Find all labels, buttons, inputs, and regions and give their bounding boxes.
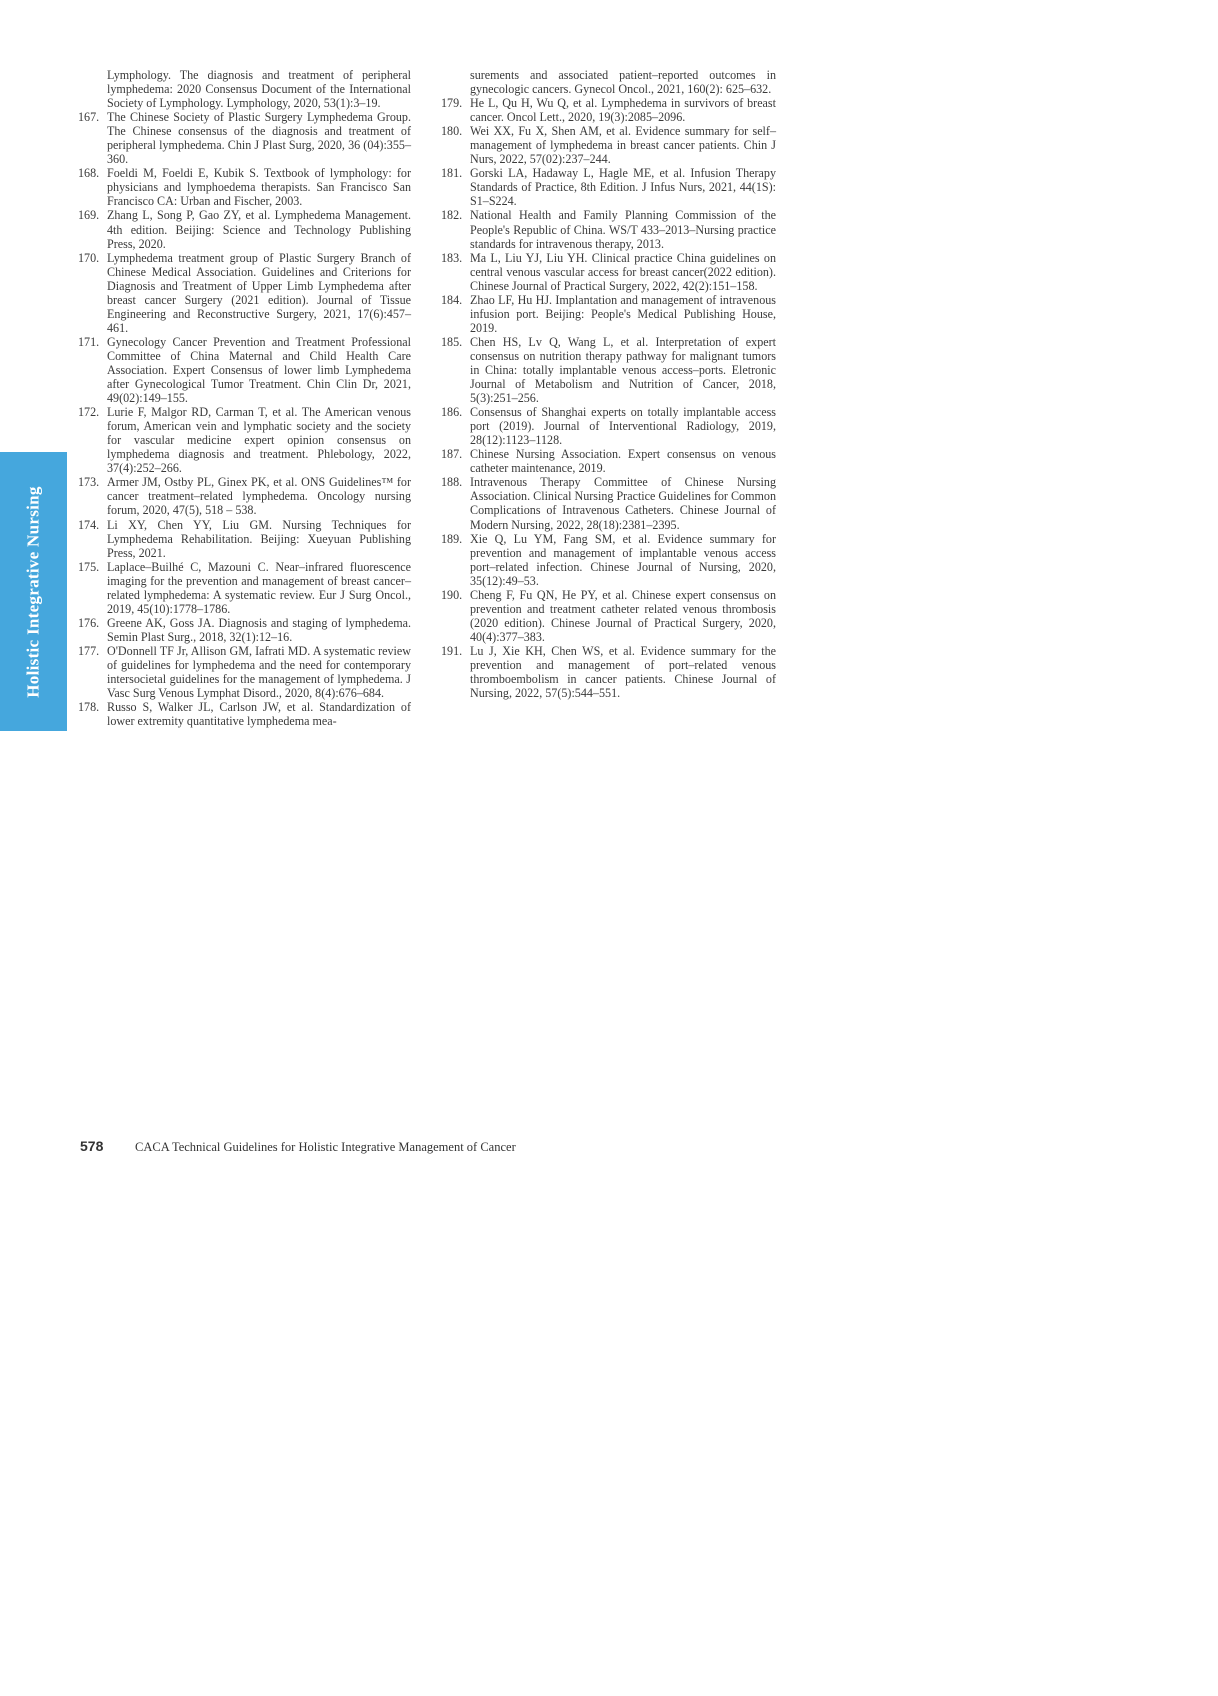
reference-number: 187. xyxy=(441,447,463,462)
reference-number: 177. xyxy=(78,643,100,658)
reference-text: He L, Qu H, Wu Q, et al. Lymphedema in survivors of breast cancer. Oncol Lett., 2020, 19(3):2085–2096. xyxy=(470,96,776,125)
reference-number: 169. xyxy=(78,208,100,223)
reference-continuation: Lymphology. The diagnosis and treatment of peripheral lymphedema: 2020 Consensus Document of the International Society of Lymphology. Lymphology, 2020, 53(1):3–19. xyxy=(107,68,411,111)
section-side-tab-label: Holistic Integrative Nursing xyxy=(23,485,43,698)
reference-text: Gynecology Cancer Prevention and Treatment Professional Committee of China Maternal and Child Health Care Association. Expert Consensus of lower limb Lymphedema after Gynecological Tumor Treatment. Chin Clin Dr, 2021, 49(02):149–155. xyxy=(107,334,411,406)
reference-item-187 xyxy=(441,447,776,475)
reference-number: 178. xyxy=(78,700,100,715)
reference-text: Intravenous Therapy Committee of Chinese Nursing Association. Clinical Nursing Practice Guidelines for Common Complications of Intravenous Catheters. Chinese Journal of Modern Nursing, 2022, 28(18):2381–2395. xyxy=(470,475,776,532)
references-left-column xyxy=(78,68,411,728)
reference-number: 173. xyxy=(78,475,100,490)
references-right-column xyxy=(441,68,776,700)
reference-number: 190. xyxy=(441,587,463,602)
reference-item-171 xyxy=(78,335,411,405)
reference-text: Ma L, Liu YJ, Liu YH. Clinical practice China guidelines on central venous vascular access for breast cancer(2022 edition). Chinese Journal of Practical Surgery, 2022, 42(2):151–158. xyxy=(470,250,776,293)
reference-number: 168. xyxy=(78,166,100,181)
reference-text: Zhao LF, Hu HJ. Implantation and management of intravenous infusion port. Beijing: People's Medical Publishing House, 2019. xyxy=(470,292,776,335)
reference-item-167 xyxy=(78,110,411,166)
reference-item-180 xyxy=(441,124,776,166)
reference-text: O'Donnell TF Jr, Allison GM, Iafrati MD. A systematic review of guidelines for lymphedema and the need for contemporary intersocietal guidelines for the management of lymphedema. J Vasc Surg Venous Lymphat Disord., 2020, 8(4):676–684. xyxy=(107,643,411,701)
reference-text: The Chinese Society of Plastic Surgery Lymphedema Group. The Chinese consensus of the diagnosis and treatment of peripheral lymphedema. Chin J Plast Surg, 2020, 36 (04):355–360. xyxy=(107,110,411,167)
reference-text: Gorski LA, Hadaway L, Hagle ME, et al. Infusion Therapy Standards of Practice, 8th Edition. J Infus Nurs, 2021, 44(1S): S1–S224. xyxy=(470,166,776,209)
footer-title: CACA Technical Guidelines for Holistic Integrative Management of Cancer xyxy=(135,1140,516,1154)
reference-number: 179. xyxy=(441,96,463,111)
reference-item-190 xyxy=(441,588,776,644)
reference-text: Lurie F, Malgor RD, Carman T, et al. The American venous forum, American vein and lymphatic society and the society for vascular medicine expert opinion consensus on lymphedema diagnosis and treatment. Phlebology, 2022, 37(4):252–266. xyxy=(107,405,411,476)
reference-item-169 xyxy=(78,208,411,250)
reference-text: Cheng F, Fu QN, He PY, et al. Chinese expert consensus on prevention and treatment catheter related venous thrombosis (2020 edition). Chinese Journal of Practical Surgery, 2020, 40(4):377–383. xyxy=(470,587,776,644)
reference-text: Russo S, Walker JL, Carlson JW, et al. Standardization of lower extremity quantitative lymphedema mea- xyxy=(107,700,411,729)
reference-text: Lymphedema treatment group of Plastic Surgery Branch of Chinese Medical Association. Guidelines and Criterions for Diagnosis and Treatment of Upper Limb Lymphedema after breast cancer Surgery (2021 edition). Journal of Tissue Engineering and Reconstructive Surgery, 2021, 17(6):457–461. xyxy=(107,250,411,335)
reference-number: 172. xyxy=(78,405,100,420)
reference-item-173 xyxy=(78,475,411,517)
page-footer xyxy=(80,1138,516,1155)
reference-number: 170. xyxy=(78,250,100,265)
reference-number: 185. xyxy=(441,334,463,349)
reference-text: Chinese Nursing Association. Expert consensus on venous catheter maintenance, 2019. xyxy=(470,447,776,476)
reference-item-178 xyxy=(78,700,411,728)
reference-number: 181. xyxy=(441,166,463,181)
section-side-tab xyxy=(0,452,67,731)
reference-item-181 xyxy=(441,166,776,208)
reference-item-175 xyxy=(78,560,411,616)
reference-number: 176. xyxy=(78,615,100,630)
reference-item-176 xyxy=(78,616,411,644)
reference-item-172 xyxy=(78,405,411,475)
reference-text: Li XY, Chen YY, Liu GM. Nursing Techniques for Lymphedema Rehabilitation. Beijing: Xueyuan Publishing Press, 2021. xyxy=(107,517,411,560)
reference-item-184 xyxy=(441,293,776,335)
reference-number: 188. xyxy=(441,475,463,490)
reference-text: National Health and Family Planning Commission of the People's Republic of China. WS/T 433–2013–Nursing practice standards for intravenous therapy, 2013. xyxy=(470,208,776,251)
reference-text: Consensus of Shanghai experts on totally implantable access port (2019). Journal of Interventional Radiology, 2019, 28(12):1123–1128. xyxy=(470,405,776,448)
reference-item-185 xyxy=(441,335,776,405)
reference-number: 174. xyxy=(78,517,100,532)
reference-number: 182. xyxy=(441,208,463,223)
reference-item-188 xyxy=(441,475,776,531)
reference-text: Zhang L, Song P, Gao ZY, et al. Lymphedema Management. 4th edition. Beijing: Science and Technology Publishing Press, 2020. xyxy=(107,208,411,251)
reference-text: Laplace–Builhé C, Mazouni C. Near–infrared fluorescence imaging for the prevention and management of breast cancer–related lymphedema: A systematic review. Eur J Surg Oncol., 2019, 45(10):1778–1786. xyxy=(107,559,411,616)
reference-text: Armer JM, Ostby PL, Ginex PK, et al. ONS Guidelines™ for cancer treatment–related lymphedema. Oncology nursing forum, 2020, 47(5), 518 – 538. xyxy=(107,475,411,518)
reference-number: 189. xyxy=(441,531,463,546)
reference-text: Foeldi M, Foeldi E, Kubik S. Textbook of lymphology: for physicians and lymphoedema therapists. San Francisco San Francisco CA: Urban and Fischer, 2003. xyxy=(107,166,411,209)
reference-item-182 xyxy=(441,208,776,250)
page-number: 578 xyxy=(80,1138,104,1154)
reference-number: 180. xyxy=(441,124,463,139)
reference-item-186 xyxy=(441,405,776,447)
reference-number: 191. xyxy=(441,643,463,658)
reference-text: Lu J, Xie KH, Chen WS, et al. Evidence summary for the prevention and management of port–related venous thromboembolism in cancer patients. Chinese Journal of Nursing, 2022, 57(5):544–551. xyxy=(470,643,776,701)
reference-item-170 xyxy=(78,251,411,335)
reference-number: 183. xyxy=(441,250,463,265)
reference-number: 175. xyxy=(78,559,100,574)
reference-item-177 xyxy=(78,644,411,700)
reference-text: Xie Q, Lu YM, Fang SM, et al. Evidence summary for prevention and management of implantable venous access port–related infection. Chinese Journal of Nursing, 2020, 35(12):49–53. xyxy=(470,531,776,588)
reference-item-189 xyxy=(441,532,776,588)
reference-number: 184. xyxy=(441,292,463,307)
reference-item-179 xyxy=(441,96,776,124)
reference-number: 186. xyxy=(441,405,463,420)
reference-text: Chen HS, Lv Q, Wang L, et al. Interpretation of expert consensus on nutrition therapy pathway for malignant tumors in China: totally implantable venous access–ports. Eletronic Journal of Metabolism and Nutrition of Cancer, 2018, 5(3):251–256. xyxy=(470,334,776,406)
reference-text: Wei XX, Fu X, Shen AM, et al. Evidence summary for self–management of lymphedema in breast cancer patients. Chin J Nurs, 2022, 57(02):237–244. xyxy=(470,124,776,167)
reference-item-183 xyxy=(441,251,776,293)
reference-item-191 xyxy=(441,644,776,700)
reference-number: 167. xyxy=(78,110,100,125)
reference-item-174 xyxy=(78,518,411,560)
reference-text: Greene AK, Goss JA. Diagnosis and staging of lymphedema. Semin Plast Surg., 2018, 32(1):12–16. xyxy=(107,615,411,644)
reference-number: 171. xyxy=(78,334,100,349)
reference-continuation: surements and associated patient–reported outcomes in gynecologic cancers. Gynecol Oncol., 2021, 160(2): 625–632. xyxy=(470,68,776,97)
reference-item-168 xyxy=(78,166,411,208)
